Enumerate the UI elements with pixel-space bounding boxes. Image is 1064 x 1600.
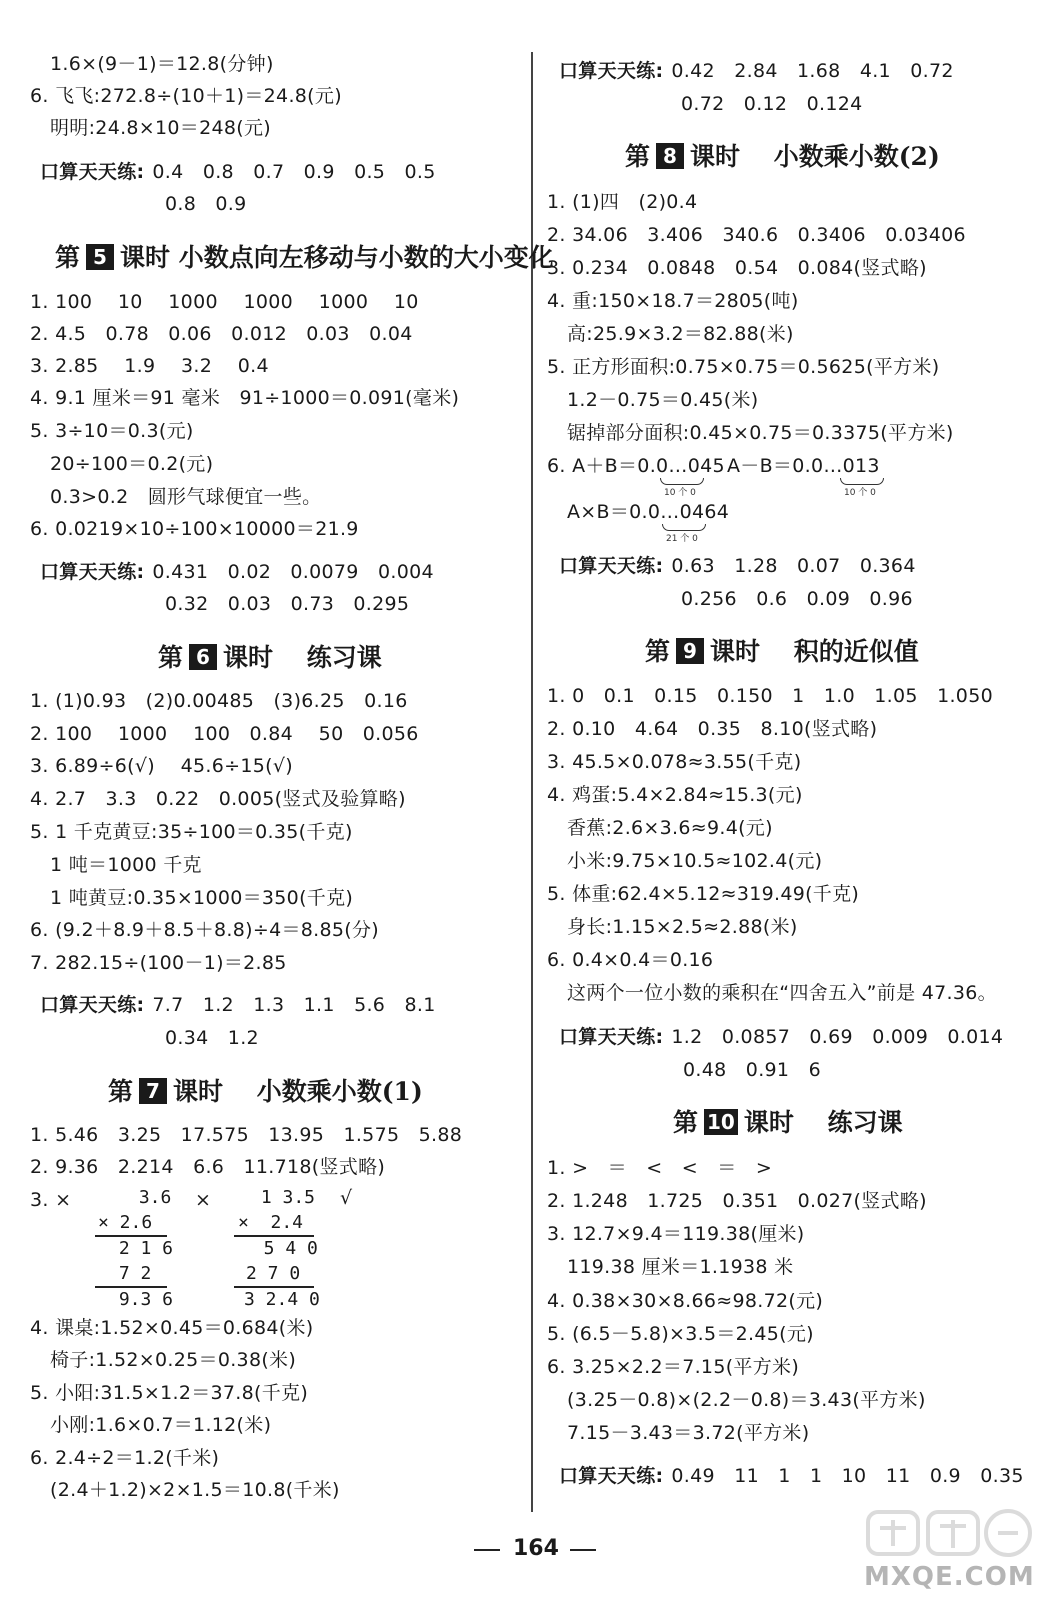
lesson-number-badge: 6 <box>189 644 217 670</box>
answer-line: 高:25.9×3.2＝82.88(米) <box>567 323 794 345</box>
answer-line: 2. 0.10 4.64 0.35 8.10(竖式略) <box>547 718 878 740</box>
answer-line: 6. 0.4×0.4＝0.16 <box>547 949 714 971</box>
mental-math-answers: 0.8 0.9 <box>165 193 247 215</box>
vertical-calc-line: × 2.6 <box>98 1212 153 1233</box>
mental-math-label: 口算天天练: <box>40 994 145 1016</box>
lesson-number-badge: 7 <box>139 1078 167 1104</box>
vertical-calc-line: 2 1 6 <box>108 1238 174 1259</box>
answer-line: 6. 飞飞:272.8÷(10＋1)＝24.8(元) <box>30 85 342 107</box>
vertical-calc-line: 2 7 0 <box>246 1263 301 1284</box>
mental-math-line <box>559 59 954 83</box>
answer-line: 6. 2.4÷2＝1.2(千米) <box>30 1447 220 1469</box>
answer-line: 2. 9.36 2.214 6.6 11.718(竖式略) <box>30 1156 386 1178</box>
answer-line: 6. (9.2＋8.9＋8.5＋8.8)÷4＝8.85(分) <box>30 919 379 941</box>
answer-line: 1.2－0.75＝0.45(米) <box>567 389 759 411</box>
lesson-number-badge: 8 <box>656 143 684 169</box>
vertical-calc-line: 9.3 6 <box>108 1289 174 1310</box>
mental-math-answers: 0.49 11 1 1 10 11 0.9 0.35 <box>671 1465 1024 1487</box>
answer-line: 6. A＋B＝0.0…045 <box>547 455 725 477</box>
answer-line: 2. 100 1000 100 0.84 50 0.056 <box>30 723 419 745</box>
mental-math-answers: 0.256 0.6 0.09 0.96 <box>681 588 913 610</box>
zero-count-note: 10 个 0 <box>664 488 696 498</box>
vertical-calc-line: 3.6 <box>128 1187 172 1208</box>
mental-math-line <box>40 993 436 1017</box>
lesson-heading: 第 8 课时 小数乘小数(2) <box>625 142 940 171</box>
vertical-calc-line: 3 2.4 0 <box>244 1289 320 1310</box>
answer-line: 2. 34.06 3.406 340.6 0.3406 0.03406 <box>547 224 966 246</box>
answer-line: 1 吨黄豆:0.35×1000＝350(千克) <box>50 887 354 909</box>
lesson-heading: 第 7 课时 小数乘小数(1) <box>108 1077 423 1106</box>
lesson-heading: 第 10 课时 练习课 <box>673 1108 903 1137</box>
answer-line: 5. 正方形面积:0.75×0.75＝0.5625(平方米) <box>547 356 940 378</box>
answer-line: 4. 鸡蛋:5.4×2.84≈15.3(元) <box>547 784 803 806</box>
mental-math-answers: 1.2 0.0857 0.69 0.009 0.014 <box>671 1026 1004 1048</box>
mental-math-line <box>40 560 434 584</box>
mental-math-label: 口算天天练: <box>559 60 664 82</box>
answer-mark: × <box>195 1189 212 1211</box>
mental-math-label: 口算天天练: <box>559 1465 664 1487</box>
answer-line: 椅子:1.52×0.25＝0.38(米) <box>50 1349 297 1371</box>
answer-line: 这两个一位小数的乘积在“四舍五入”前是 47.36。 <box>567 982 997 1004</box>
answer-line: 4. 课桌:1.52×0.45＝0.684(米) <box>30 1317 314 1339</box>
answer-line: 1. 100 10 1000 1000 1000 10 <box>30 291 419 313</box>
mental-math-answers: 7.7 1.2 1.3 1.1 5.6 8.1 <box>152 994 436 1016</box>
lesson-number-badge: 9 <box>676 638 704 664</box>
page-number: 164 <box>513 1536 559 1561</box>
underbrace <box>840 478 884 485</box>
mental-math-answers: 0.72 0.12 0.124 <box>681 93 863 115</box>
answer-line: 1. > ＝ < < ＝ > <box>547 1157 773 1179</box>
mental-math-label: 口算天天练: <box>40 161 145 183</box>
answer-line: 7.15－3.43＝3.72(平方米) <box>567 1422 810 1444</box>
answer-line: 6. 0.0219×10÷100×10000＝21.9 <box>30 518 359 540</box>
zero-count-note: 21 个 0 <box>666 534 698 544</box>
answer-line: 5. 1 千克黄豆:35÷100＝0.35(千克) <box>30 821 353 843</box>
answer-line: 香蕉:2.6×3.6≈9.4(元) <box>567 817 773 839</box>
answer-line: 3. × <box>30 1189 72 1211</box>
answer-line: 5. (6.5－5.8)×3.5＝2.45(元) <box>547 1323 814 1345</box>
answer-line: (3.25－0.8)×(2.2－0.8)＝3.43(平方米) <box>567 1389 926 1411</box>
zero-count-note: 10 个 0 <box>844 488 876 498</box>
answer-line: 3. 45.5×0.078≈3.55(千克) <box>547 751 802 773</box>
mental-math-label: 口算天天练: <box>559 555 664 577</box>
answer-line: 2. 1.248 1.725 0.351 0.027(竖式略) <box>547 1190 927 1212</box>
lesson-number-badge: 5 <box>86 244 114 270</box>
answer-line: 20÷100＝0.2(元) <box>50 453 214 475</box>
answer-line: 4. 9.1 厘米＝91 毫米 91÷1000＝0.091(毫米) <box>30 387 460 409</box>
mental-math-answers: 0.34 1.2 <box>165 1027 259 1049</box>
answer-line: 0.3>0.2 圆形气球便宜一些。 <box>50 486 322 508</box>
answer-line: A×B＝0.0…0464 <box>567 501 730 523</box>
answer-line: A－B＝0.0…013 <box>727 455 880 477</box>
answer-line: 3. 2.85 1.9 3.2 0.4 <box>30 355 269 377</box>
answer-line: 4. 重:150×18.7＝2805(吨) <box>547 290 799 312</box>
underbrace <box>660 478 704 485</box>
answer-line: 4. 0.38×30×8.66≈98.72(元) <box>547 1290 824 1312</box>
vertical-calc-line: 5 4 0 <box>242 1238 318 1259</box>
mental-math-answers: 0.4 0.8 0.7 0.9 0.5 0.5 <box>152 161 436 183</box>
mental-math-line <box>559 554 916 578</box>
answer-line: 7. 282.15÷(100－1)＝2.85 <box>30 952 287 974</box>
mental-math-line <box>559 1025 1003 1049</box>
mental-math-answers: 0.48 0.91 6 <box>683 1059 821 1081</box>
underbrace <box>662 524 706 531</box>
answer-line: 锯掉部分面积:0.45×0.75＝0.3375(平方米) <box>567 422 954 444</box>
mental-math-line <box>40 160 436 184</box>
answer-line: 5. 小阳:31.5×1.2＝37.8(千克) <box>30 1382 309 1404</box>
answer-line: 119.38 厘米＝1.1938 米 <box>567 1256 794 1278</box>
mental-math-answers: 0.63 1.28 0.07 0.364 <box>671 555 916 577</box>
answer-line: 5. 3÷10＝0.3(元) <box>30 420 194 442</box>
answer-line: 1. (1)四 (2)0.4 <box>547 191 698 213</box>
answer-line: 4. 2.7 3.3 0.22 0.005(竖式及验算略) <box>30 788 406 810</box>
answer-line: 身长:1.15×2.5≈2.88(米) <box>567 916 798 938</box>
mental-math-line <box>559 1464 1024 1488</box>
answer-line: 明明:24.8×10＝248(元) <box>50 117 271 139</box>
answer-line: 1. (1)0.93 (2)0.00485 (3)6.25 0.16 <box>30 690 408 712</box>
mental-math-answers: 0.42 2.84 1.68 4.1 0.72 <box>671 60 954 82</box>
answer-line: 1 吨＝1000 千克 <box>50 854 202 876</box>
mental-math-answers: 0.431 0.02 0.0079 0.004 <box>152 561 434 583</box>
answer-line: 1. 5.46 3.25 17.575 13.95 1.575 5.88 <box>30 1124 463 1146</box>
answer-line: 2. 4.5 0.78 0.06 0.012 0.03 0.04 <box>30 323 413 345</box>
lesson-heading: 第 9 课时 积的近似值 <box>645 637 919 666</box>
mental-math-label: 口算天天练: <box>40 561 145 583</box>
answer-line: 1.6×(9－1)＝12.8(分钟) <box>50 53 274 75</box>
check-mark: √ <box>340 1187 353 1209</box>
vertical-calc-line: 7 2 <box>108 1263 152 1284</box>
answer-line: 5. 体重:62.4×5.12≈319.49(千克) <box>547 883 860 905</box>
page-number-dash <box>474 1549 500 1551</box>
answer-line: 1. 0 0.1 0.15 0.150 1 1.0 1.05 1.050 <box>547 685 993 707</box>
mental-math-answers: 0.32 0.03 0.73 0.295 <box>165 593 410 615</box>
lesson-heading: 第 5 课时 小数点向左移动与小数的大小变化 <box>55 243 554 272</box>
vertical-calc-line: 1 3.5 <box>250 1187 316 1208</box>
answer-line: 3. 0.234 0.0848 0.54 0.084(竖式略) <box>547 257 927 279</box>
answer-line: 3. 6.89÷6(√) 45.6÷15(√) <box>30 755 293 777</box>
mental-math-label: 口算天天练: <box>559 1026 664 1048</box>
answer-line: 6. 3.25×2.2＝7.15(平方米) <box>547 1356 800 1378</box>
answer-line: 小刚:1.6×0.7＝1.12(米) <box>50 1414 272 1436</box>
watermark-text: MXQE.COM <box>864 1562 1035 1592</box>
page-number-dash <box>570 1549 596 1551</box>
answer-line: 3. 12.7×9.4＝119.38(厘米) <box>547 1223 805 1245</box>
vertical-calc-line: × 2.4 <box>238 1212 304 1233</box>
answer-line: (2.4＋1.2)×2×1.5＝10.8(千米) <box>50 1479 340 1501</box>
lesson-number-badge: 10 <box>704 1109 738 1135</box>
lesson-heading: 第 6 课时 练习课 <box>158 643 382 672</box>
answer-line: 小米:9.75×10.5≈102.4(元) <box>567 850 823 872</box>
